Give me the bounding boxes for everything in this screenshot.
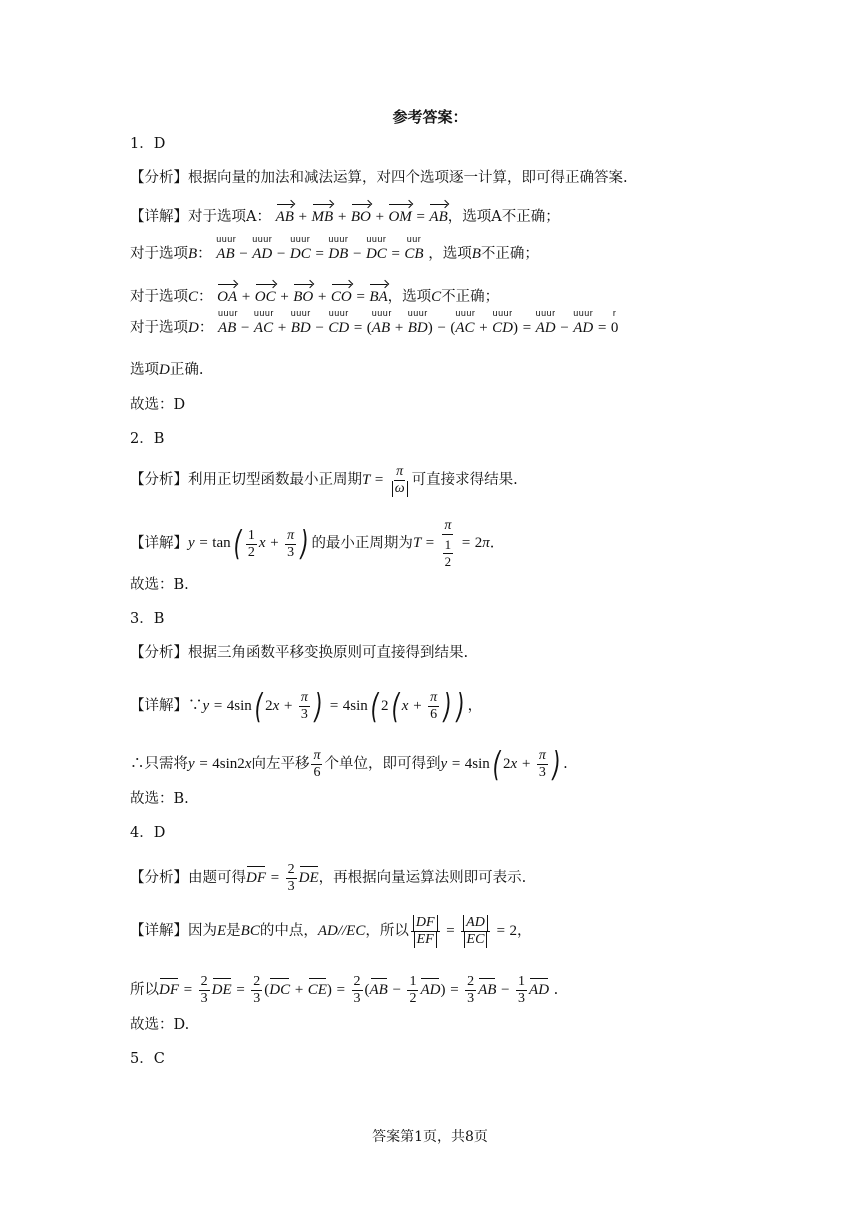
q1-detail-c: 对于选项C： OA + OC + BO + CO = BA，选项C不正确； xyxy=(130,282,499,307)
q2-detail: 【详解】y = tan( $\frac{1}{2}$ x + $\frac{\pi}{3}$ ) 的最小正周期为T = $\frac{\pi}{\frac{1}{2}}$ = 2π. xyxy=(130,518,495,569)
q3-detail: 【详解】∵y = 4sin( 2x + $\frac{\pi}{3}$ ) = 4sin( 2( x + $\frac{\pi}{6}$ ) ) ， xyxy=(130,686,483,727)
q1-detail-a: 【详解】对于选项A： AB + MB + BO + OM = AB，选项A不正确； xyxy=(130,202,560,227)
q3-line2: ∴只需将y = 4sin2x向左平移 $\frac{\pi}{6}$ 个单位，即可得到y = 4sin( 2x + $\frac{\pi}{3}$ ) . xyxy=(130,744,568,785)
q4-number: 4．D xyxy=(130,825,166,841)
q2-number: 2．B xyxy=(130,431,165,447)
q3-analysis: 【分析】根据三角函数平移变换原则可直接得到结果. xyxy=(130,645,469,661)
q1-detail-d: 对于选项D： AB uuur − AC uuur + BD uuur − CD uuur = (AB uuur + BD uuur ) − (AC uuur + CD uuur ) = AD uuur − AD uuur = 0 r xyxy=(130,308,619,336)
q3-number: 3．B xyxy=(130,611,165,627)
q3-answer: 故选：B. xyxy=(130,791,189,807)
q4-line2: 所以DF = $\frac{2}{3}$ DE = $\frac{2}{3}$ (DC + CE) = $\frac{2}{3}$ (AB − $\frac{1}{2}$ AD) = $\frac{2}{3}$ AB − $\frac{1}{3}$ AD . xyxy=(130,974,559,1006)
q1-analysis: 【分析】根据向量的加法和减法运算，对四个选项逐一计算，即可得正确答案. xyxy=(130,170,628,186)
q4-answer: 故选：D. xyxy=(130,1017,190,1033)
q4-analysis: 【分析】由题可得DF = $\frac{2}{3}$ DE，再根据向量运算法则即可表示. xyxy=(130,862,527,894)
q2-answer: 故选：B. xyxy=(130,577,189,593)
q1-conclusion: 选项D正确. xyxy=(130,362,204,378)
q1-answer: 故选：D xyxy=(130,397,186,413)
page-footer: 答案第1页，共8页 xyxy=(372,1129,488,1145)
page-title: 参考答案： xyxy=(392,108,468,126)
q1-detail-b: 对于选项B： AB uuur − AD uuur − DC uuur = DB uuur − DC uuur = CB uur ，选项B不正确； xyxy=(130,234,539,262)
q2-analysis: 【分析】利用正切型函数最小正周期T = $\frac{\pi}{\omega}$ 可直接求得结果. xyxy=(130,464,518,496)
q5-number: 5．C xyxy=(130,1051,165,1067)
q1-number: 1．D xyxy=(130,136,166,152)
q4-detail: 【详解】因为E是BC的中点，AD//EC，所以 $\frac{DF}{EF}$ = $\frac{AD}{EC}$ = 2， xyxy=(130,915,532,947)
